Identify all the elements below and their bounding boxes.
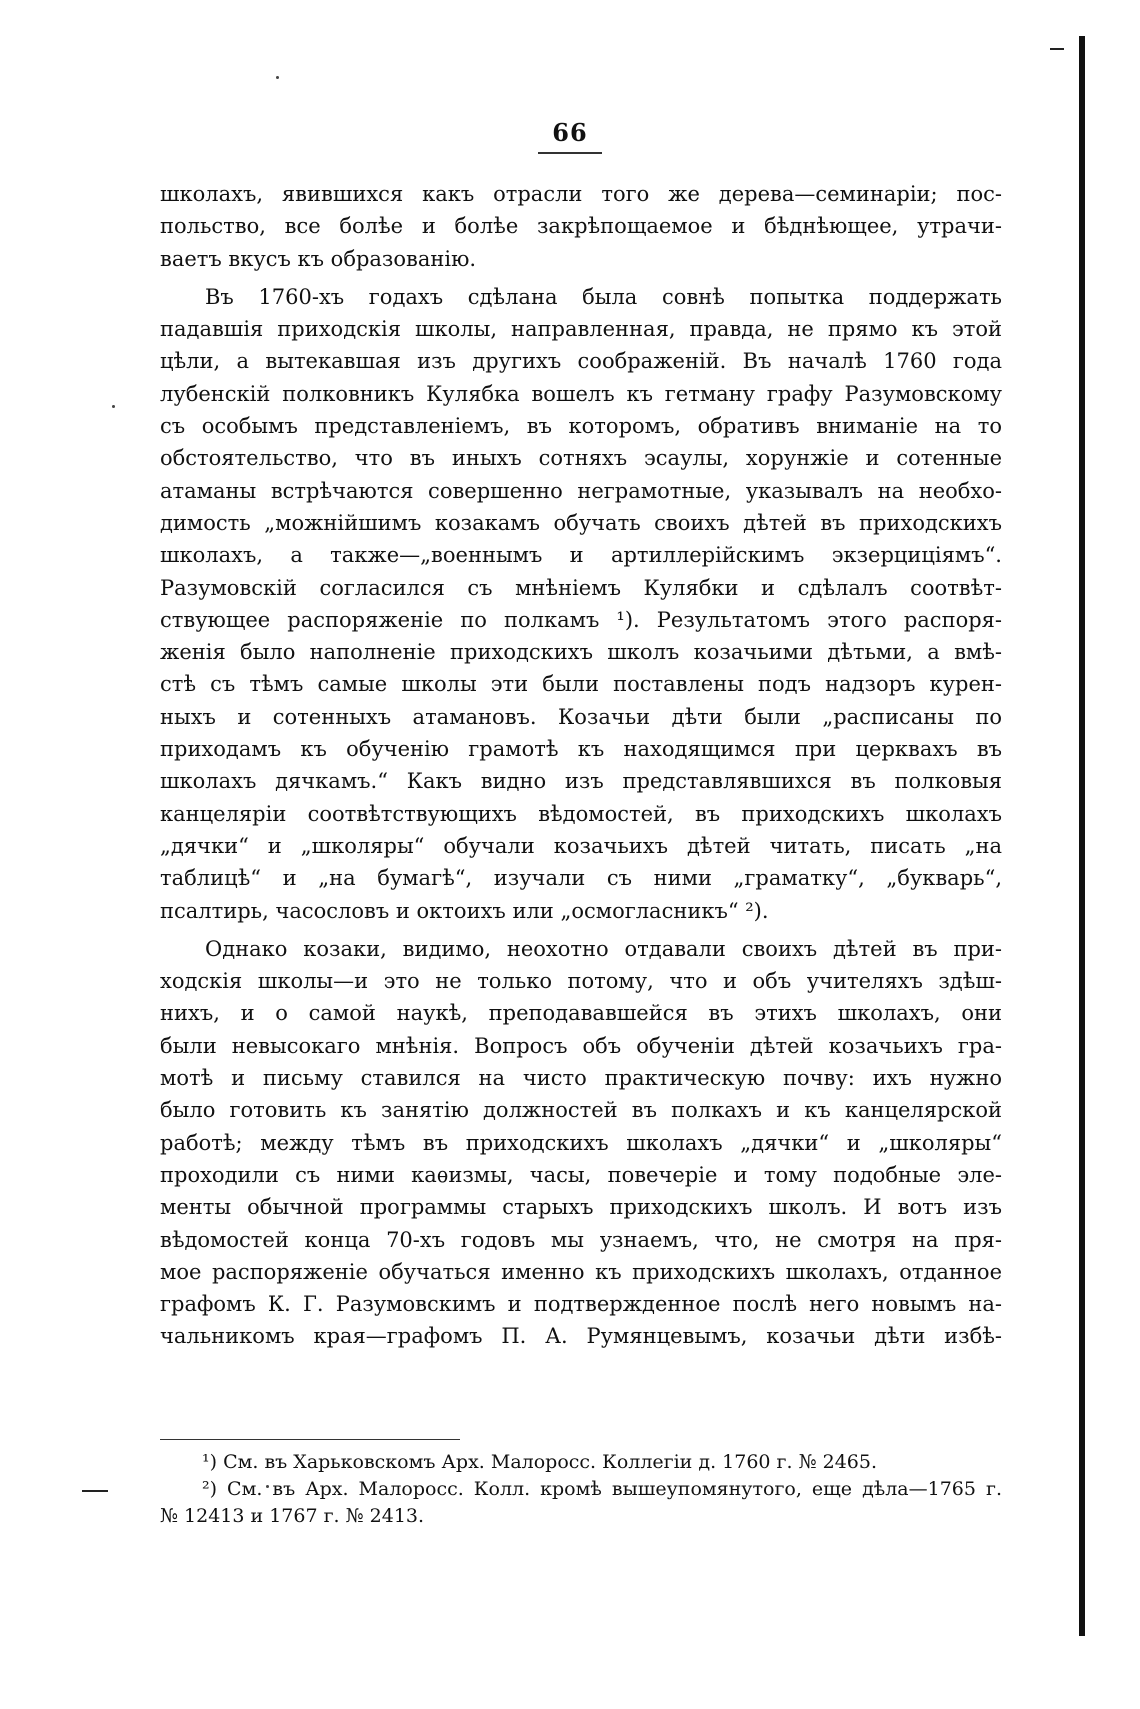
text-line: цѣли, а вытекавшая изъ другихъ соображеній. Въ началѣ 1760 года — [160, 349, 1002, 374]
text-line: было готовить къ занятію должностей въ полкахъ и къ канцелярской — [160, 1098, 1002, 1123]
text-line: школахъ, явившихся какъ отрасли того же дерева—семинаріи; пос- — [160, 182, 1002, 206]
footnote-2-continuation: № 12413 и 1767 г. № 2413. — [160, 1505, 425, 1527]
text-line: вѣдомостей конца 70-хъ годовъ мы узнаемъ, что, не смотря на пря- — [160, 1227, 1002, 1252]
text-line: польство, все болѣе и болѣе закрѣпощаемое и бѣднѣющее, утрачи- — [160, 214, 1002, 239]
text-line: нихъ, и о самой наукѣ, преподававшейся въ этихъ школахъ, они — [160, 1001, 1002, 1026]
footnote-1: ¹) См. въ Харьковскомъ Арх. Малоросс. Коллегіи д. 1760 г. № 2465. — [202, 1451, 878, 1473]
text-line: школахъ, а также—„военнымъ и артиллерійскимъ экзерциціямъ“. — [160, 543, 1002, 568]
text-line: таблицѣ“ и „на бумагѣ“, изучали съ ними „граматку“, „букварь“, — [160, 866, 1002, 891]
text-line: Разумовскій согласился съ мнѣніемъ Кулябки и сдѣлалъ соотвѣт- — [160, 575, 1002, 600]
text-line: съ особымъ представленіемъ, въ которомъ, обративъ вниманіе на то — [160, 414, 1002, 439]
text-line: „дячки“ и „школяры“ обучали козачьихъ дѣтей читать, писать „на — [160, 833, 1002, 858]
text-line: ваетъ вкусъ къ образованію. — [160, 246, 477, 271]
text-line: лубенскій полковникъ Кулябка вошелъ къ гетману графу Разумовскому — [160, 381, 1002, 406]
text-line: псалтирь, часословъ и октоихъ или „осмогласникъ“ ²). — [160, 898, 769, 923]
page-edge-bar — [1079, 36, 1085, 1636]
edge-tick-left — [82, 1490, 108, 1492]
text-line: падавшія приходскія школы, направленная, правда, не прямо къ этой — [160, 317, 1002, 342]
text-line: менты обычной программы старыхъ приходскихъ школъ. И вотъ изъ — [160, 1195, 1002, 1220]
text-line: мое распоряженіе обучаться именно къ приходскихъ школахъ, отданное — [160, 1259, 1002, 1284]
text-line: работѣ; между тѣмъ въ приходскихъ школахъ „дячки“ и „школяры“ — [160, 1130, 1002, 1155]
text-line: проходили съ ними каѳизмы, часы, повечеріе и тому подобные эле- — [160, 1162, 1002, 1187]
text-line: ходскія школы—и это не только потому, что и объ учителяхъ здѣш- — [160, 969, 1002, 994]
page-number: 66 — [552, 118, 588, 147]
footnote-2: ²) См. въ Арх. Малоросс. Колл. кромѣ вышеупомянутого, еще дѣла—1765 г. — [202, 1478, 1002, 1500]
text-line: атаманы встрѣчаются совершенно неграмотные, указывалъ на необхо- — [160, 478, 1002, 503]
text-line: женія было наполненіе приходскихъ школъ козачьими дѣтьми, а вмѣ- — [160, 640, 1002, 665]
page-number-rule — [538, 152, 602, 154]
footnote-rule — [160, 1439, 460, 1440]
text-line: графомъ К. Г. Разумовскимъ и подтвержденное послѣ него новымъ на- — [160, 1292, 1002, 1317]
text-line: приходамъ къ обученію грамотѣ къ находящимся при церквахъ въ — [160, 737, 1002, 762]
text-line: Однако козаки, видимо, неохотно отдавали своихъ дѣтей въ при- — [205, 936, 1002, 961]
text-line: чальникомъ края—графомъ П. А. Румянцевымъ, козачьи дѣти избѣ- — [160, 1324, 1002, 1349]
footnotes — [160, 1449, 1002, 1530]
text-line: обстоятельство, что въ иныхъ сотняхъ эсаулы, хорунжіе и сотенные — [160, 446, 1002, 471]
text-line: Въ 1760-хъ годахъ сдѣлана была совнѣ попытка поддержать — [205, 284, 1002, 309]
text-line: канцеляріи соотвѣтствующихъ вѣдомостей, въ приходскихъ школахъ — [160, 801, 1002, 826]
text-line: мотѣ и письму ставился на чисто практическую почву: ихъ нужно — [160, 1066, 1002, 1091]
text-line: школахъ дячкамъ.“ Какъ видно изъ представлявшихся въ полковыя — [160, 769, 1002, 794]
text-line: димость „можнійшимъ козакамъ обучать своихъ дѣтей въ приходскихъ — [160, 510, 1002, 535]
text-line: ныхъ и сотенныхъ атамановъ. Козачьи дѣти были „расписаны по — [160, 704, 1002, 729]
speck — [112, 405, 115, 408]
text-line: были невысокаго мнѣнія. Вопросъ объ обученіи дѣтей козачьихъ гра- — [160, 1033, 1002, 1058]
text-line: ствующее распоряженіе по полкамъ ¹). Результатомъ этого распоря- — [160, 607, 1002, 632]
edge-tick-top — [1050, 48, 1064, 50]
speck — [276, 76, 279, 79]
text-line: стѣ съ тѣмъ самые школы эти были поставлены подъ надзоръ курен- — [160, 672, 1002, 697]
body-text — [160, 178, 1002, 1353]
